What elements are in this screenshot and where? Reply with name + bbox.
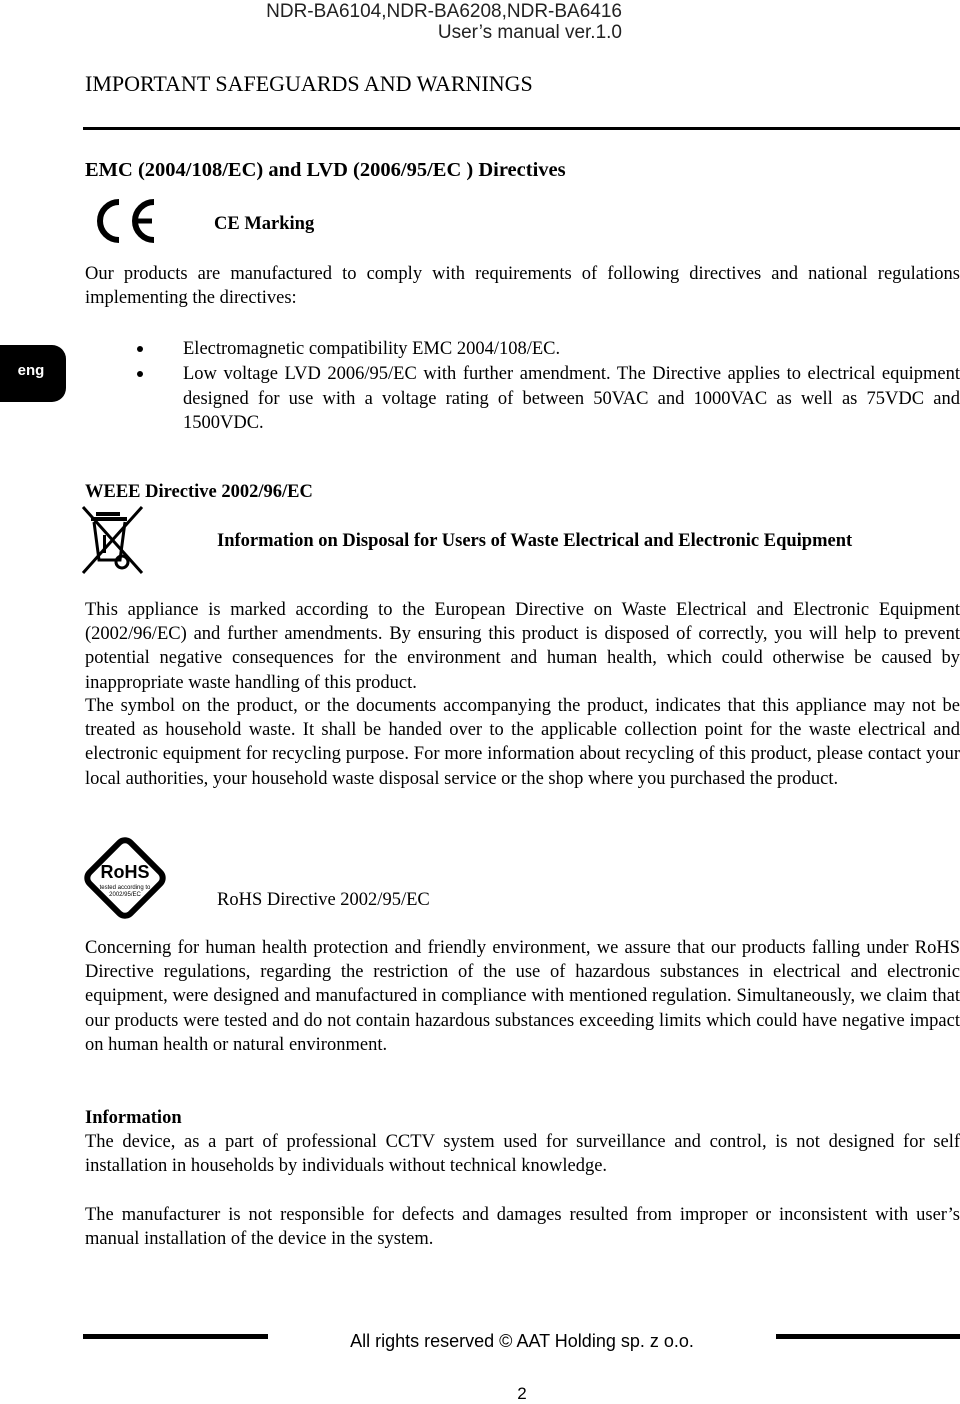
title-divider (83, 127, 960, 130)
weee-body-2: The symbol on the product, or the documents accompanying the product, indicates that this appliance may not be treated as household waste. It shall be handed over to the applicable collection point for the waste electrical and electronic equipment for recycling purpose. For more information about recycling of this product, please contact your local authorities, your household waste disposal service or the shop where you purchased the product. (85, 696, 960, 789)
emc-bullet-2: Low voltage LVD 2006/95/EC with further amendment. The Directive applies to electrical equipment designed for use with a voltage rating of between 50VAC and 1000VAC as well as 75VDC and 1500VDC. (183, 364, 960, 433)
ce-mark-icon (92, 197, 158, 245)
footer-rule-left (83, 1334, 268, 1339)
ce-marking-label: CE Marking (214, 214, 315, 234)
bullet-dot (137, 371, 143, 377)
crossed-bin-icon (80, 505, 146, 575)
language-tab-label: eng (17, 362, 45, 379)
rohs-logo-subtext: tested according to (99, 885, 151, 891)
page-title: IMPORTANT SAFEGUARDS AND WARNINGS (85, 71, 533, 96)
rohs-logo-subtext-2: 2002/95/EC (109, 892, 141, 898)
rohs-heading: RoHS Directive 2002/95/EC (217, 890, 430, 910)
weee-subheading: Information on Disposal for Users of Waste Electrical and Electronic Equipment (217, 531, 853, 551)
information-paragraph-1: The device, as a part of professional CCTV system used for surveillance and control, is not designed for self installation in households by individuals without technical knowledge. (85, 1132, 960, 1177)
page-number: 2 (517, 1384, 527, 1403)
information-paragraph-2: The manufacturer is not responsible for defects and damages resulted from improper or inconsistent with user’s manual installation of the device in the system. (85, 1205, 960, 1250)
header-models: NDR-BA6104,NDR-BA6208,NDR-BA6416 (266, 1, 622, 22)
bullet-dot (137, 346, 143, 352)
rohs-logo-icon (81, 834, 169, 922)
footer-rule-right (776, 1334, 960, 1339)
emc-heading: EMC (2004/108/EC) and LVD (2006/95/EC ) Directives (85, 159, 566, 181)
emc-intro: Our products are manufactured to comply with requirements of following directives and national regulations implementing the directives: (85, 264, 960, 309)
weee-body: This appliance is marked according to the European Directive on Waste Electrical and Electronic Equipment (2002/96/EC) and further amendments. By ensuring this product is disposed of correctly, you will help to prevent potential negative consequences for the environment and human health, which could otherwise be caused by inappropriate waste handling of this product. (85, 600, 960, 693)
rohs-logo-text: RoHS (100, 862, 150, 882)
footer-rights: All rights reserved © AAT Holding sp. z o.o. (350, 1331, 694, 1351)
language-tab (0, 345, 66, 402)
header-manual-version: User’s manual ver.1.0 (437, 22, 622, 43)
information-heading: Information (85, 1108, 182, 1128)
weee-heading: WEEE Directive 2002/96/EC (85, 482, 313, 502)
rohs-body: Concerning for human health protection and friendly environment, we assure that our products falling under RoHS Directive regulations, regarding the restriction of the use of hazardous substances in electrical and electronic equipment, were designed and manufactured in compliance with mentioned regulation. Simultaneously, we claim that our products were tested and do not contain hazardous substances exceeding limits which could have negative impact on human health or natural environment. (85, 938, 960, 1055)
emc-bullet-1: Electromagnetic compatibility EMC 2004/108/EC. (183, 339, 561, 359)
